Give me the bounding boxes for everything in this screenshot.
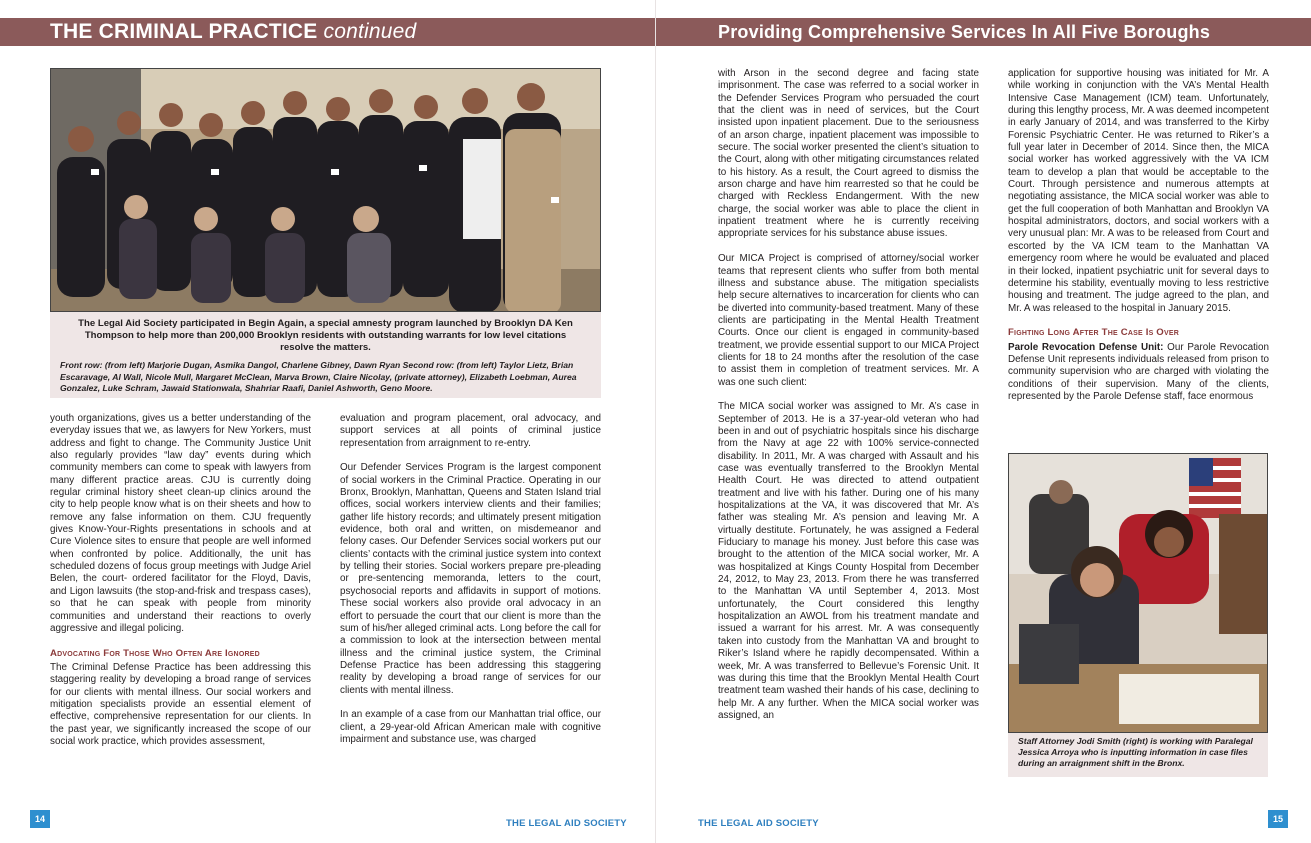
group-photo-caption [50, 312, 601, 398]
left-footer-org: THE LEGAL AID SOCIETY [506, 818, 627, 829]
caption-main: The Legal Aid Society participated in Begin Again, a special amnesty program launched by Brooklyn DA Ken Thompson to help more than 200,000 Brooklyn residents with outstanding warrants for low level citations resolve the matters. [78, 318, 573, 353]
left-page-number: 14 [30, 810, 50, 828]
paragraph: youth organizations, gives us a better understanding of the everyday issues that we, as lawyers for New Yorkers, must address and fight to change. The Community Justice Unit also regularly provides “law day” events during which community members can come to speak with lawyers from many different practice areas. CJU is currently doing regular criminal history sheet clean-up clinics around the city to help people know what is on their sheets and how to remove any false information on them. CJU frequently gives Know-Your-Rights presentations in schools and at Cure Violence sites to ensure that people are well informed when confronted by police. Additionally, the unit has scheduled dozens of focus group meetings with Judge Ariel Belen, the court- ordered facilitator for the Floyd, Davis, and Ligon lawsuits (the stop-and-frisk and trespass cases), so that he can speak with people from minority communities and understand their reactions to overly aggressive and illegal policing. [50, 413, 311, 634]
paragraph: Our Defender Services Program is the largest component of social workers in the Criminal Practice. Operating in our Bronx, Brooklyn, Manhattan, Queens and Staten Island trial offices, social workers interview clients and their families; gather life history records; and ultimately present mitigation evidence, both oral and written, on misdemeanor and felony cases. Our Defender Services social workers put our clients’ contacts with the criminal justice system into context by telling their stories. Social workers prepare pre-pleading or pre-sentencing memoranda, letters to the court, psychosocial reports and affidavits in support of motions. These social workers also provide oral advocacy in an effort to persuade the court that our client is more than the sum of his/her alleged criminal acts. Long before the call for a commission to look at the intersection between mental illness and the criminal justice system, the Criminal Defense Practice has been addressing this staggering reality by developing a broad range of services for our clients with mental illness. [340, 462, 601, 696]
page-gutter [655, 0, 656, 843]
section-heading: Advocating For Those Who Often Are Ignored [50, 647, 260, 659]
paragraph: Parole Revocation Defense Unit: Our Parole Revocation Defense Unit represents individuals released from prison to community supervision who are charged with violating the conditions of their supervision. Many of the clients, represented by the Parole Defense staff, face enormous [1008, 341, 1269, 402]
left-header-band [0, 18, 655, 46]
paragraph: The Criminal Defense Practice has been addressing this staggering reality by developing a broad range of services for our clients with mental illness. Our social workers and mitigation specialists provide an essential element of effective, comprehensive representation for our clients. In the past year, we significantly increased the scope of our social work practice, which provides assessment, [50, 661, 311, 747]
right-page-number: 15 [1268, 810, 1288, 828]
paragraph: application for supportive housing was initiated for Mr. A while working in conjunction with the VA’s Mental Health Intensive Case Management (ICM) team. Unfortunately, during this lengthy process, Mr. A was deemed incompetent in early January of 2014, and was transferred to the Kirby Forensic Psychiatric Center. He was returned to Riker’s a full year later in December of 2014. Since then, the MICA social worker has worked aggressively with the VA ICM team to develop a plan that would be acceptable to the Court. Through persistence and numerous attempts at negotiating assistance, the MICA social worker was able to get the full cooperation of both Manhattan and Brooklyn VA hospital administrators, doctors, and social workers with a very unusual plan: Mr. A was to be released from Court and escorted by the VA ICM team to the Manhattan VA emergency room where he would be evaluated and placed in their locked, inpatient psychiatric unit for several days to determine his stability, eventually moving to less restrictive housing and treatment. The judge agreed to the plan, and Mr. A was released to the hospital in January 2015. [1008, 68, 1269, 314]
office-photo-caption [1008, 733, 1268, 777]
section-heading: Fighting Long After The Case Is Over [1008, 327, 1179, 339]
caption-names: Front row: (from left) Marjorie Dugan, Asmika Dangol, Charlene Gibney, Dawn Ryan Second row: (from left) Taylor Lietz, Brian Escaravage, Al Wall, Nicole Mull, Margaret McClean, Marva Brown, Claire Nicolay, (private attorney), Elizabeth Loebman, Aurea Gonzalez, Luke Schram, Jawaid Stationwala, Shahriar Raafi, Daniel Ashworth, Geno Moore. [60, 360, 577, 393]
paragraph: In an example of a case from our Manhattan trial office, our client, a 29-year-old African American male with cognitive impairment and substance use, was charged [340, 709, 601, 745]
text-column-4 [1008, 68, 1269, 416]
unit-name: Parole Revocation Defense Unit: [1008, 341, 1164, 353]
caption-text: Staff Attorney Jodi Smith (right) is working with Paralegal Jessica Arroya who is inputting information in case files during an arraignment shift in the Bronx. [1018, 736, 1253, 768]
office-photo [1008, 453, 1268, 733]
text-column-2 [340, 413, 601, 759]
right-page-title: Providing Comprehensive Services In All Five Boroughs [718, 22, 1211, 42]
group-photo [50, 68, 601, 312]
text-column-3 [718, 68, 979, 735]
text-column-1 [50, 413, 311, 761]
left-page-title: THE CRIMINAL PRACTICE continued [50, 20, 417, 43]
paragraph: The MICA social worker was assigned to Mr. A’s case in September of 2013. He is a 37-year-old veteran who had been in and out of psychiatric hospitals since his discharge from the Navy at age 22 with 100% service-connected disability. In 2011, Mr. A was charged with Assault and his case was eventually transferred to the Brooklyn Mental Health Court. He was directed to attend outpatient treatment and live with his father. During one of his many hospitalizations at the VA, it was discovered that Mr. A’s father was stealing Mr. A’s pension and leaving Mr. A virtually destitute. Fortunately, he was assigned a Federal Fiduciary to manage his money. Just before this case was brought to the attention of the MICA social worker, Mr. A was hospitalized at Kings County Hospital from December 24, 2012, to May 23, 2013. From there he was transferred to the Manhattan VA until September 4, 2013. Most unfortunately, the Court considered this lengthy hospitalization an AWOL from his treatment mandate and issued a warrant for his arrest. Mr. A was consequently taken into custody from the Manhattan VA and brought to Riker’s Island where he rapidly decompensated. Within a week, Mr. A was transferred to Bellevue’s Forensic Unit. It was during this time that the Brooklyn Mental Health Court treatment team washed their hands of his case, declining to help Mr. A any further. When the MICA social worker was assigned, an [718, 401, 979, 721]
title-suffix: continued [323, 20, 417, 43]
paragraph: Our MICA Project is comprised of attorney/social worker teams that represent clients who suffer from both mental illness and substance abuse. The mitigation specialists help secure alternatives to incarceration for clients who can be diverted into community-based treatment. Many of these clients are participating in the Mental Health Treatment Courts. Once our client is engaged in community-based treatment, we provide essential support to our MICA Project clients for 18 to 24 months after the resolution of the case to assist them in completion of treatment services. Mr. A was one such client: [718, 253, 979, 388]
right-header-band [656, 18, 1311, 46]
paragraph: with Arson in the second degree and facing state imprisonment. The case was referred to a social worker in the Defender Services Program who persuaded the court that the client was in need of services, but the Court insisted upon inpatient placement. Due to the seriousness of an arson charge, inpatient placement was impossible to secure. The social worker presented the client’s situation to the Court, along with other mitigating circumstances related to his history. As a result, the Court agreed to dismiss the arson charge and have him rearrested so that he could be charged with Reckless Endangerment. With the new charge, the social worker was able to place the client in inpatient treatment where he is currently receiving appropriate services for his substance abuse issues. [718, 68, 979, 240]
right-footer-org: THE LEGAL AID SOCIETY [698, 818, 819, 829]
paragraph: evaluation and program placement, oral advocacy, and support services at all points of criminal justice representation from arraignment to re-entry. [340, 413, 601, 449]
